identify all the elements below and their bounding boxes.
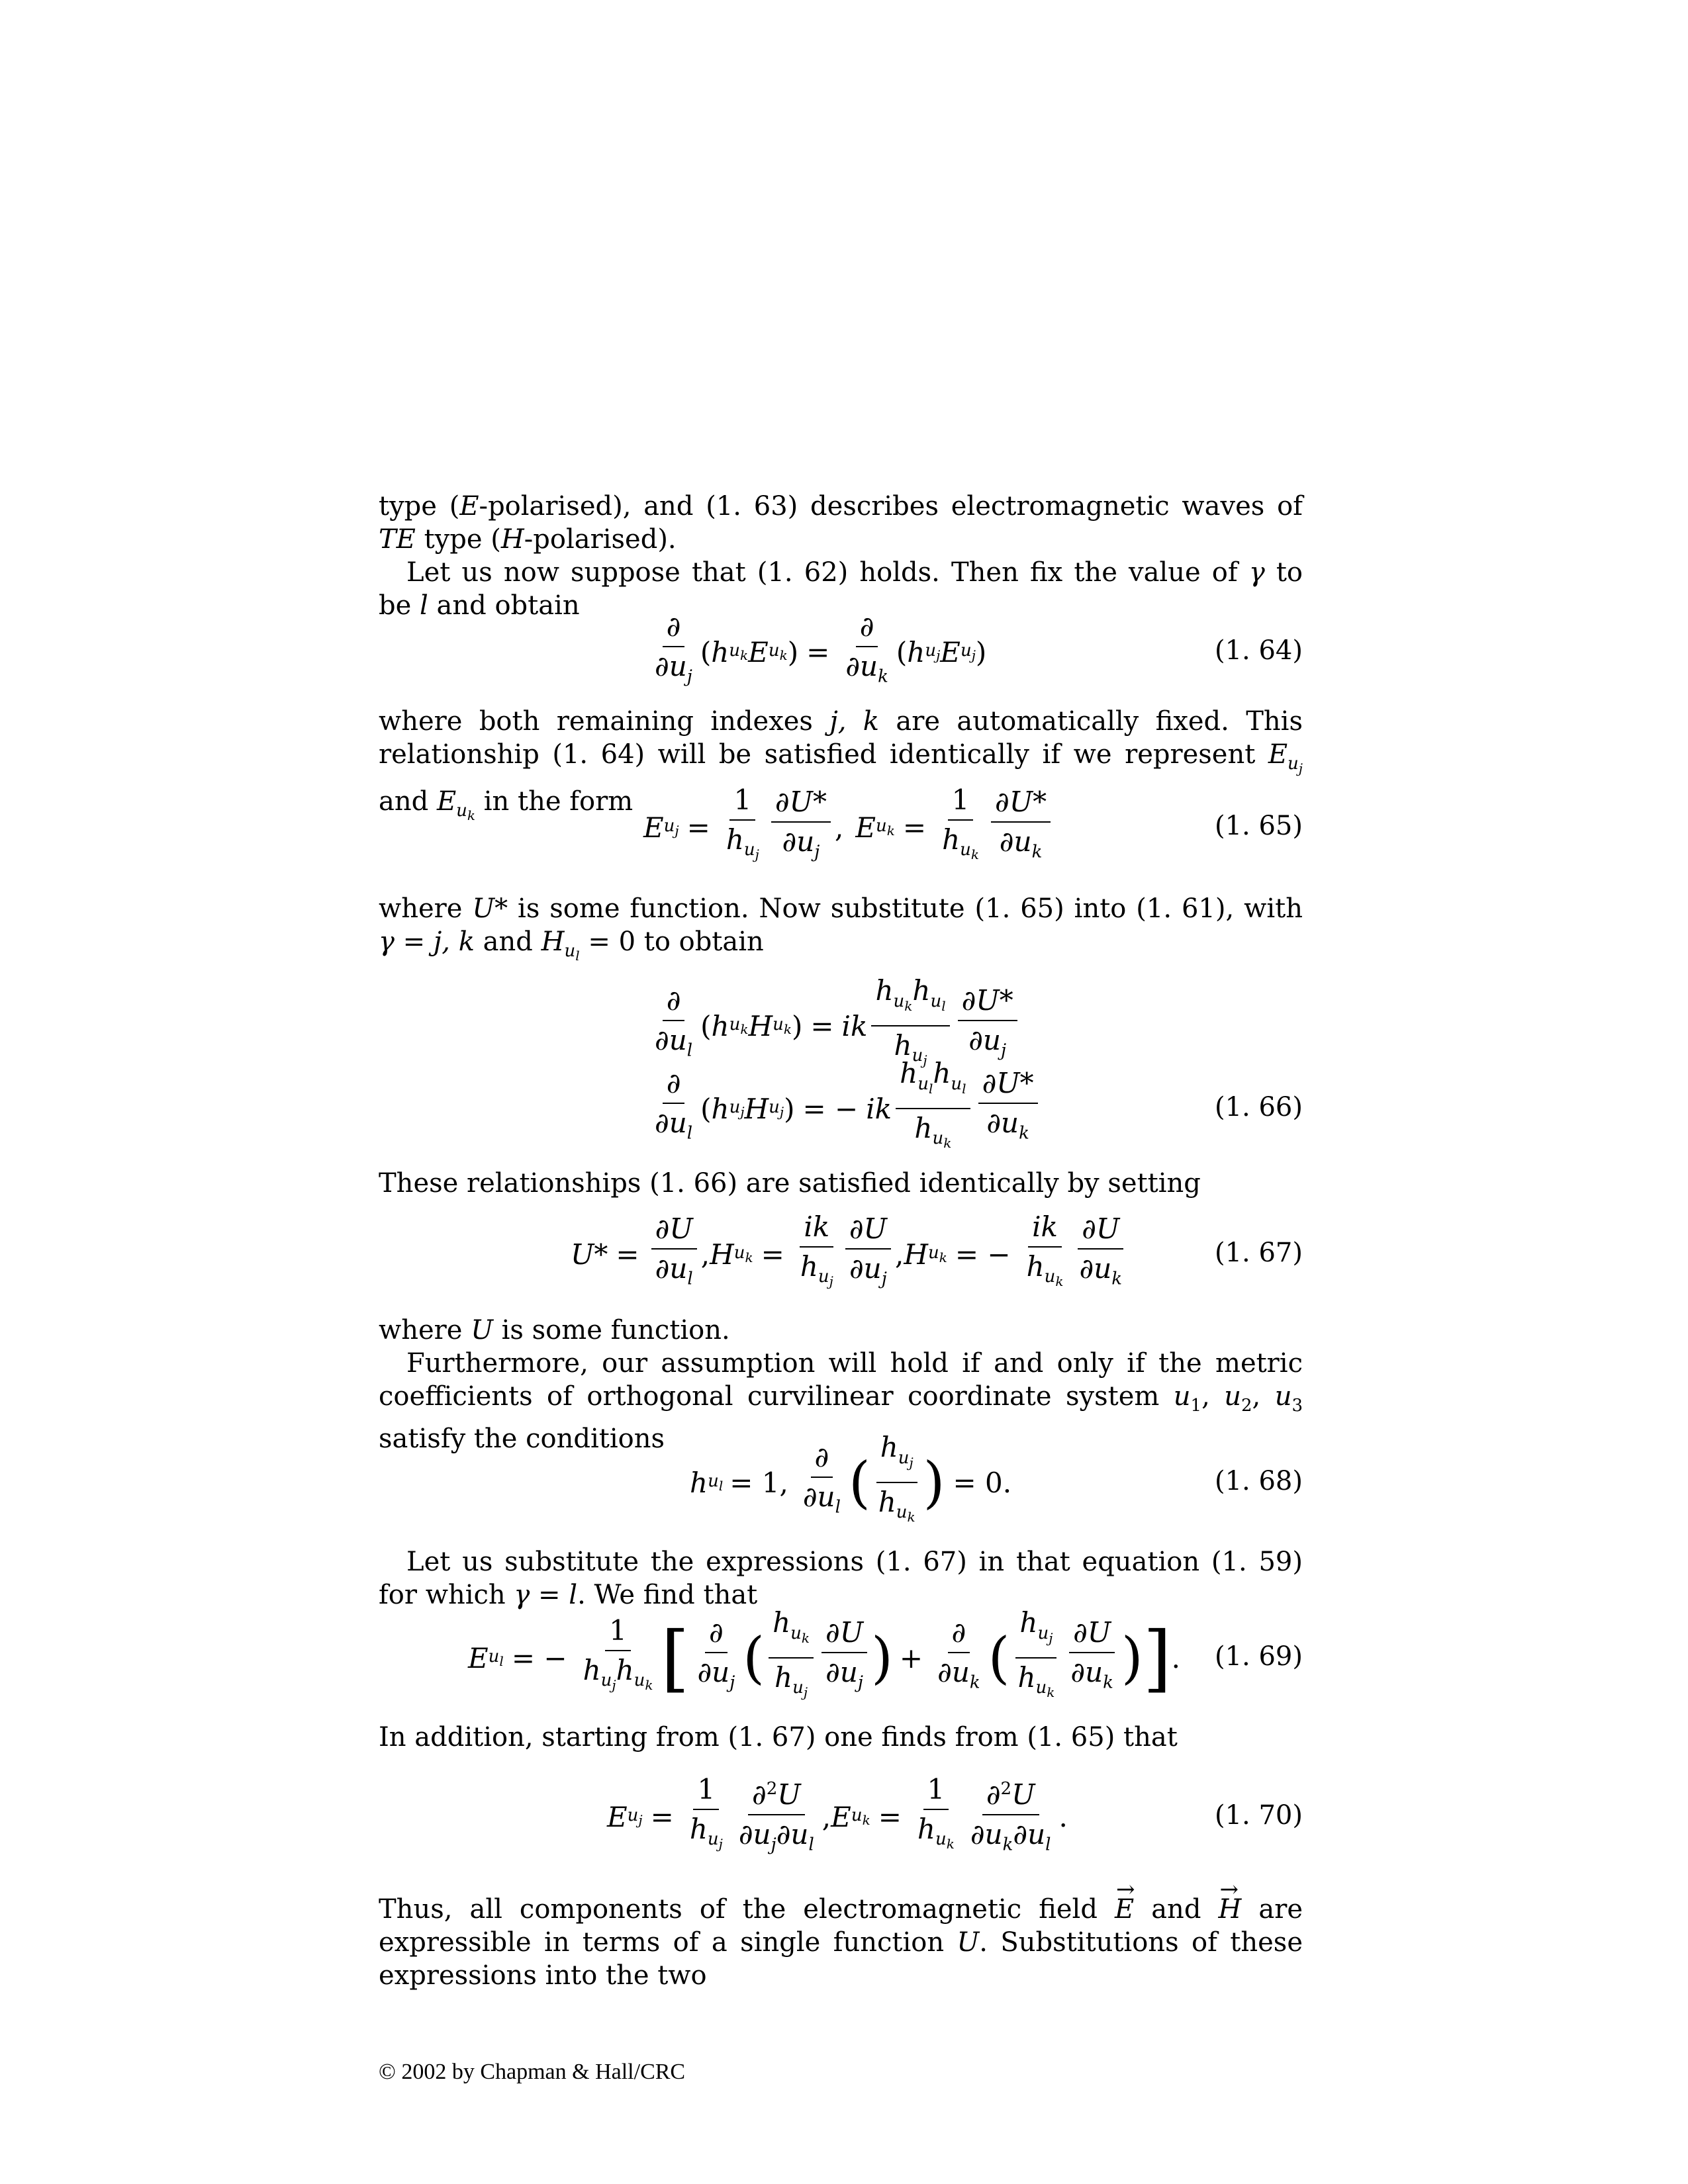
equation-1-68: h $u_l$ = 1, $\frac{\partial}{\partial u_l}$ ( $\frac{h_{u_j}}{h_{u_k}}$ ) = 0. (1. 68) [690, 1431, 1303, 1525]
equation-1-65: E $u_j$ = $\frac{1}{h_{u_j}}$ $\frac{\partial U*}{\partial u_j}$ , E $u_k$ = $\frac{1}{h_{u_k}}$ $\frac{\partial U*}{\partial u_k}$ (1. 65) [643, 783, 1303, 863]
equation-number-1-70: (1. 70) [1215, 1800, 1303, 1831]
paragraph-10: Thus, all components of the electromagnetic field → E and → H are expressible in terms of a single function U. Substitutions of these expressions into the two [379, 1893, 1303, 1992]
equation-number-1-69: (1. 69) [1215, 1641, 1303, 1672]
equation-1-69: E $u_l$ = − $\frac{1}{h_{u_j}h_{u_k}}$ [ $\frac{\partial}{\partial u_j}$ ( $\frac{h_{u_k}}{h_{u_j}}$ $\frac{\partial U}{\partial u_j}$ ) + $\frac{\partial}{\partial u_k}$ ( $\frac{h_{u_j}}{h_{u_k}}$ $\frac{\partial U}{\partial u_k}$ ) ] . (1. 69) [468, 1606, 1303, 1701]
paragraph-1: type (E-polarised), and (1. 63) describes electromagnetic waves of TE type (H-polarised). [379, 491, 1303, 555]
paragraph-2: Let us now suppose that (1. 62) holds. Then fix the value of γ to be l and obtain [379, 557, 1303, 621]
paragraph-5: These relationships (1. 66) are satisfied identically by setting [379, 1168, 1201, 1199]
paragraph-6-7: where U is some function. Furthermore, our assumption will hold if and only if the metric coefficients of orthogonal curvilinear coordinate system $u_1$, $u_2$, $u_3$ satisfy the conditions [379, 1315, 1303, 1454]
equation-1-64: $\frac{\partial}{\partial u_j}$ ( h $u_k$ E $u_k$ ) = $\frac{\partial}{\partial u_k}$ ( h $u_j$ E $u_j$ ) (1. 64) [655, 610, 1303, 687]
equation-number-1-65: (1. 65) [1215, 811, 1303, 841]
equation-number-1-66: (1. 66) [1215, 1092, 1303, 1122]
equation-1-66: $\frac{\partial}{\partial u_l}$ ( h $u_k$ H $u_k$ ) = ik $\frac{h_{u_k}h_{u_l}}{h_{u_j}}$ $\frac{\partial U*}{\partial u_j}$ $\frac{\partial}{\partial u_l}$ ( h $u_j$ H $u_j$ ) = − ik $\frac{h_{u_l}h_{u_l}}{h_{u_k}}$ $\frac{\partial U*}{\partial u_k}$ (1. 66) [655, 974, 1303, 1152]
equation-number-1-64: (1. 64) [1215, 635, 1303, 666]
equation-number-1-68: (1. 68) [1215, 1466, 1303, 1496]
equation-1-70: E $u_j$ = $\frac{1}{h_{u_j}}$ $\frac{\partial^2U}{\partial u_j\partial u_l}$ , E $u_k$ = $\frac{1}{h_{u_k}}$ $\frac{\partial^2U}{\partial u_k\partial u_l}$ . (1. 70) [607, 1772, 1303, 1855]
equation-1-67: U* = $\frac{\partial U}{\partial u_l}$ , H $u_k$ = $\frac{ik}{h_{u_j}}$ $\frac{\partial U}{\partial u_j}$ , H $u_k$ = − $\frac{ik}{h_{u_k}}$ $\frac{\partial U}{\partial u_k}$ (1. 67) [571, 1210, 1303, 1290]
paragraph-8: Let us substitute the expressions (1. 67) in that equation (1. 59) for which γ = l. We find that [379, 1547, 1303, 1610]
copyright-footer: © 2002 by Chapman & Hall/CRC [379, 2060, 686, 2084]
paragraph-3: where both remaining indexes j, k are automatically fixed. This relationship (1. 64) will be satisfied identically if we represent $E_{u_j}$ and $E_{u_k}$ in the form [379, 706, 1303, 824]
paragraph-4: where U* is some function. Now substitute (1. 65) into (1. 61), with γ = j, k and $H_{u_l} = 0$ to obtain [379, 893, 1303, 964]
paragraph-9: In addition, starting from (1. 67) one finds from (1. 65) that [379, 1722, 1178, 1752]
equation-number-1-67: (1. 67) [1215, 1238, 1303, 1268]
